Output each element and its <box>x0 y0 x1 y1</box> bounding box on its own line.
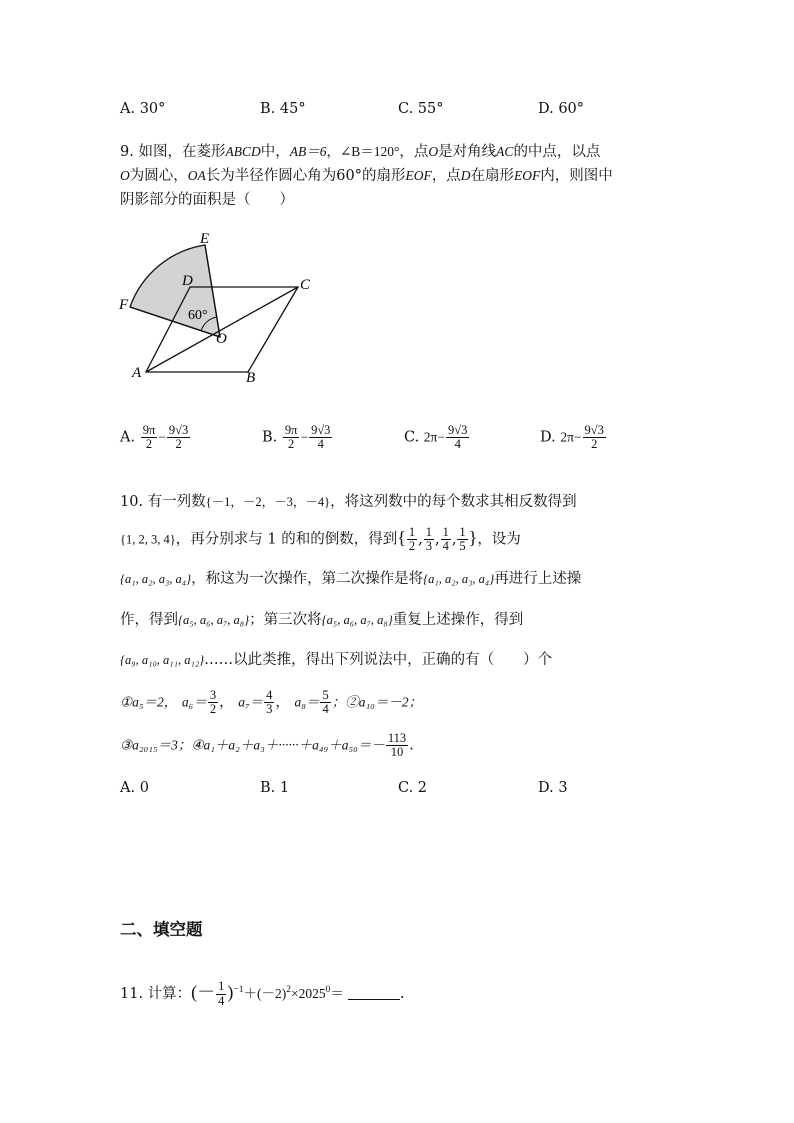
label-b: B <box>246 370 256 386</box>
q10-line-2: {1, 2, 3, 4}，再分别求与 1 的和的倒数，得到{ $\frac{1}{2}$ , $\frac{1}{3}$ , $\frac{1}{4}$ , $\frac{1}{5}$ }，设为 <box>120 525 521 554</box>
label-d: D <box>182 273 193 289</box>
q9-option-a: A. $\frac{9\pi}{2}$ − $\frac{9√3}{2}$ <box>120 423 189 452</box>
q10-statements-3-4: ③a₂₀₁₅＝3；④a₁＋a₂＋a₃＋······＋a₄₉＋a₅₀＝－ $\frac{113}{10}$ . <box>120 731 414 760</box>
q9-line-3: 阴影部分的面积是（ ） <box>120 192 294 208</box>
q9-option-c: C. 2π− $\frac{9√3}{4}$ <box>404 423 468 452</box>
q10-line-3: {a₁, a₂, a₃, a₄}，称这为一次操作，第二次操作是将{a₁, a₂, a₃, a₄}再进行上述操 <box>120 571 582 587</box>
q8-option-d: D. 60° <box>538 101 585 117</box>
q10-line-4: 作，得到{a₅, a₆, a₇, a₈}；第三次将{a₅, a₆, a₇, a₈}重复上述操作，得到 <box>120 612 524 628</box>
label-f: F <box>119 297 129 313</box>
q9-option-b: B. $\frac{9\pi}{2}$ − $\frac{9√3}{4}$ <box>262 423 331 452</box>
q10-option-a: A. 0 <box>120 780 149 796</box>
shaded-sector <box>130 245 220 337</box>
label-o: O <box>216 331 227 347</box>
label-c: C <box>300 277 311 293</box>
q11-line: 11. 计算：(－ $\frac{1}{4}$ )$^{-1}+(-2)^2\times 2025^0=$ . <box>120 979 405 1008</box>
q10-option-c: C. 2 <box>398 780 428 796</box>
answer-blank[interactable] <box>348 985 400 1000</box>
label-e: E <box>200 231 210 247</box>
label-a: A <box>132 365 142 381</box>
q9-line-1: 9. 如图，在菱形ABCD中，AB＝6，∠B＝120°，点O是对角线AC的中点，以点 <box>120 144 601 160</box>
q10-statements-1-2: ①a₅＝2， a₆＝ $\frac{3}{2}$ ， a₇＝ $\frac{4}{3}$ ， a₈＝ $\frac{5}{4}$ ；②a₁₀＝－2； <box>120 688 423 717</box>
q10-line-5: {a₉, a₁₀, a₁₁, a₁₂}……以此类推，得出下列说法中，正确的有（ ）个 <box>120 652 553 668</box>
q8-option-a: A. 30° <box>120 101 166 117</box>
q9-line-2: O为圆心，OA长为半径作圆心角为60°的扇形EOF，点D在扇形EOF内，则图中 <box>120 168 613 184</box>
q10-option-d: D. 3 <box>538 780 568 796</box>
q8-option-b: B. 45° <box>260 101 306 117</box>
section-title: 二、填空题 <box>120 920 203 939</box>
q8-option-c: C. 55° <box>398 101 444 117</box>
label-angle: 60° <box>188 308 208 323</box>
q9-figure <box>110 225 340 395</box>
q10-line-1: 10. 有一列数{－1，－2，－3，－4}，将这列数中的每个数求其相反数得到 <box>120 494 577 510</box>
q9-option-d: D. 2π− $\frac{9√3}{2}$ <box>540 423 604 452</box>
q10-option-b: B. 1 <box>260 780 290 796</box>
